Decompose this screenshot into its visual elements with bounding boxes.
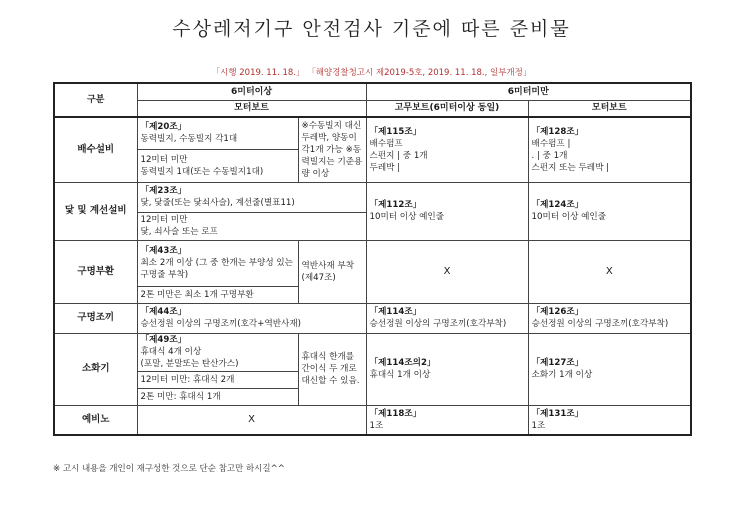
equipment-table (53, 82, 692, 436)
header-rubberboat: 고무보트(6미터이상 동일) (366, 100, 528, 117)
fire-rubber-cell (366, 333, 528, 405)
lifevest-over6-cite: 「제44조」 (140, 307, 187, 317)
anchor-over6-sub (137, 212, 366, 240)
drain-over6-line2: 12미터 미만 (140, 154, 188, 165)
drain-over6-sub (137, 149, 298, 182)
fire-over6-note (298, 333, 366, 405)
fire-over6-cite: 「제49조」 (140, 335, 187, 345)
drain-motor-line1: 배수펌프 | (531, 138, 571, 149)
header-under6: 6미터미만 (366, 83, 691, 100)
header-motorboat2: 모터보트 (528, 100, 691, 117)
lifevest-motor-cite: 「제126조」 (531, 307, 584, 317)
buoy-note-text: 역반사재 부착 (제47조) (301, 260, 355, 283)
anchor-over6-main (137, 182, 366, 212)
anchor-motor-cite: 「제124조」 (531, 200, 584, 210)
oar-motor-line1: 1조 (531, 420, 546, 431)
row-label-buoy: 구명부환 (54, 240, 137, 303)
fire-over6-sub1 (137, 371, 298, 388)
anchor-over6-line2: 12미터 미만 (140, 215, 188, 225)
buoy-over6-main (137, 240, 298, 286)
oar-over6-cell: X (137, 405, 366, 435)
drain-motor-line2: . | 중 1개 (531, 150, 568, 161)
fire-over6-sub2 (137, 388, 298, 405)
lifevest-rubber-cite: 「제114조」 (369, 307, 422, 317)
fire-over6-line1: 휴대식 4개 이상 (140, 347, 202, 357)
footnote: ※ 고시 내용을 개인이 재구성한 것으로 단순 참고만 하시길^^ (53, 464, 285, 474)
header-over6: 6미터이상 (137, 83, 366, 100)
page-subtitle: 「시행 2019. 11. 18.」 「해양경찰청고시 제2019-5호, 2019. 11. 18., 일부개정」 (211, 68, 532, 78)
header-category: 구분 (54, 83, 137, 117)
drain-motor-line3: 스펀지 또는 두레박 | (531, 162, 610, 173)
fire-motor-cite: 「제127조」 (531, 358, 584, 368)
buoy-over6-sub (137, 286, 298, 303)
oar-rubber-cite: 「제118조」 (369, 408, 422, 419)
anchor-over6-line3: 닻, 쇠사슬 또는 로프 (140, 227, 218, 237)
fire-note-text: 휴대식 한개를 간이식 두 개로 대신할 수 있음. (301, 352, 360, 386)
buoy-motor-cell: X (528, 240, 691, 303)
anchor-motor-line1: 10미터 이상 예인줄 (531, 212, 607, 222)
row-label-lifevest: 구명조끼 (54, 303, 137, 333)
drain-rubber-line3: 두레박 | (369, 162, 401, 173)
drain-over6-line1: 동력빌지, 수동빌지 각1대 (140, 134, 238, 145)
drain-rubber-line2: 스펀지 | 중 1개 (369, 150, 428, 161)
oar-motor-cite: 「제131조」 (531, 408, 584, 419)
lifevest-motor-line1: 승선정원 이상의 구명조끼(호각부착) (531, 319, 669, 329)
lifevest-motor-cell (528, 303, 691, 333)
drain-over6-line3: 동력빌지 1대(또는 수동빌지1대) (140, 166, 264, 177)
fire-motor-line1: 소화기 1개 이상 (531, 370, 593, 380)
lifevest-over6-line1: 승선정원 이상의 구명조끼(호각+역반사재) (140, 319, 301, 329)
drain-over6-cite: 「제20조」 (140, 122, 187, 133)
anchor-rubber-line1: 10미터 이상 예인줄 (369, 212, 445, 222)
fire-over6-main (137, 333, 298, 371)
drain-motor-cell (528, 117, 691, 182)
drain-motor-cite: 「제128조」 (531, 126, 584, 137)
buoy-over6-line1: 최소 2개 이상 (그 중 한개는 부양성 있는 구명줄 부착) (140, 258, 293, 280)
lifevest-over6-cell (137, 303, 366, 333)
buoy-over6-note (298, 240, 366, 303)
drain-over6-main (137, 117, 298, 149)
row-label-anchor: 닻 및 계선설비 (54, 182, 137, 240)
drain-note-text: ※수동빌지 대신 두레박, 양동이 각1개 가능 ※동력빌지는 기준용량 이상 (301, 120, 363, 179)
anchor-over6-line1: 닻, 닻줄(또는 닻쇠사슬), 계선줄(별표11) (140, 198, 295, 208)
drain-rubber-cell (366, 117, 528, 182)
lifevest-rubber-cell (366, 303, 528, 333)
fire-over6-line3: 12미터 미만: 휴대식 2개 (140, 374, 235, 385)
row-label-oar: 예비노 (54, 405, 137, 435)
drain-over6-note (298, 117, 366, 182)
anchor-over6-cite: 「제23조」 (140, 186, 187, 196)
fire-rubber-line1: 휴대식 1개 이상 (369, 370, 431, 380)
fire-motor-cell (528, 333, 691, 405)
anchor-rubber-cell (366, 182, 528, 240)
oar-rubber-line1: 1조 (369, 420, 384, 431)
anchor-rubber-cite: 「제112조」 (369, 200, 422, 210)
oar-rubber-cell (366, 405, 528, 435)
page-title: 수상레저기구 안전검사 기준에 따른 준비물 (172, 18, 571, 40)
fire-rubber-cite: 「제114조의2」 (369, 358, 436, 368)
fire-over6-line4: 2톤 미만: 휴대식 1개 (140, 391, 221, 402)
lifevest-rubber-line1: 승선정원 이상의 구명조끼(호각부착) (369, 319, 507, 329)
buoy-rubber-cell: X (366, 240, 528, 303)
buoy-over6-line2: 2톤 미만은 최소 1개 구명부환 (140, 289, 254, 300)
row-label-fire: 소화기 (54, 333, 137, 405)
fire-over6-line2: (포말, 분말또는 탄산가스) (140, 359, 239, 369)
row-label-drain: 배수설비 (54, 117, 137, 182)
header-motorboat: 모터보트 (137, 100, 366, 117)
anchor-motor-cell (528, 182, 691, 240)
drain-rubber-line1: 배수펌프 (369, 138, 403, 149)
buoy-over6-cite: 「제43조」 (140, 246, 187, 256)
oar-motor-cell (528, 405, 691, 435)
drain-rubber-cite: 「제115조」 (369, 126, 422, 137)
